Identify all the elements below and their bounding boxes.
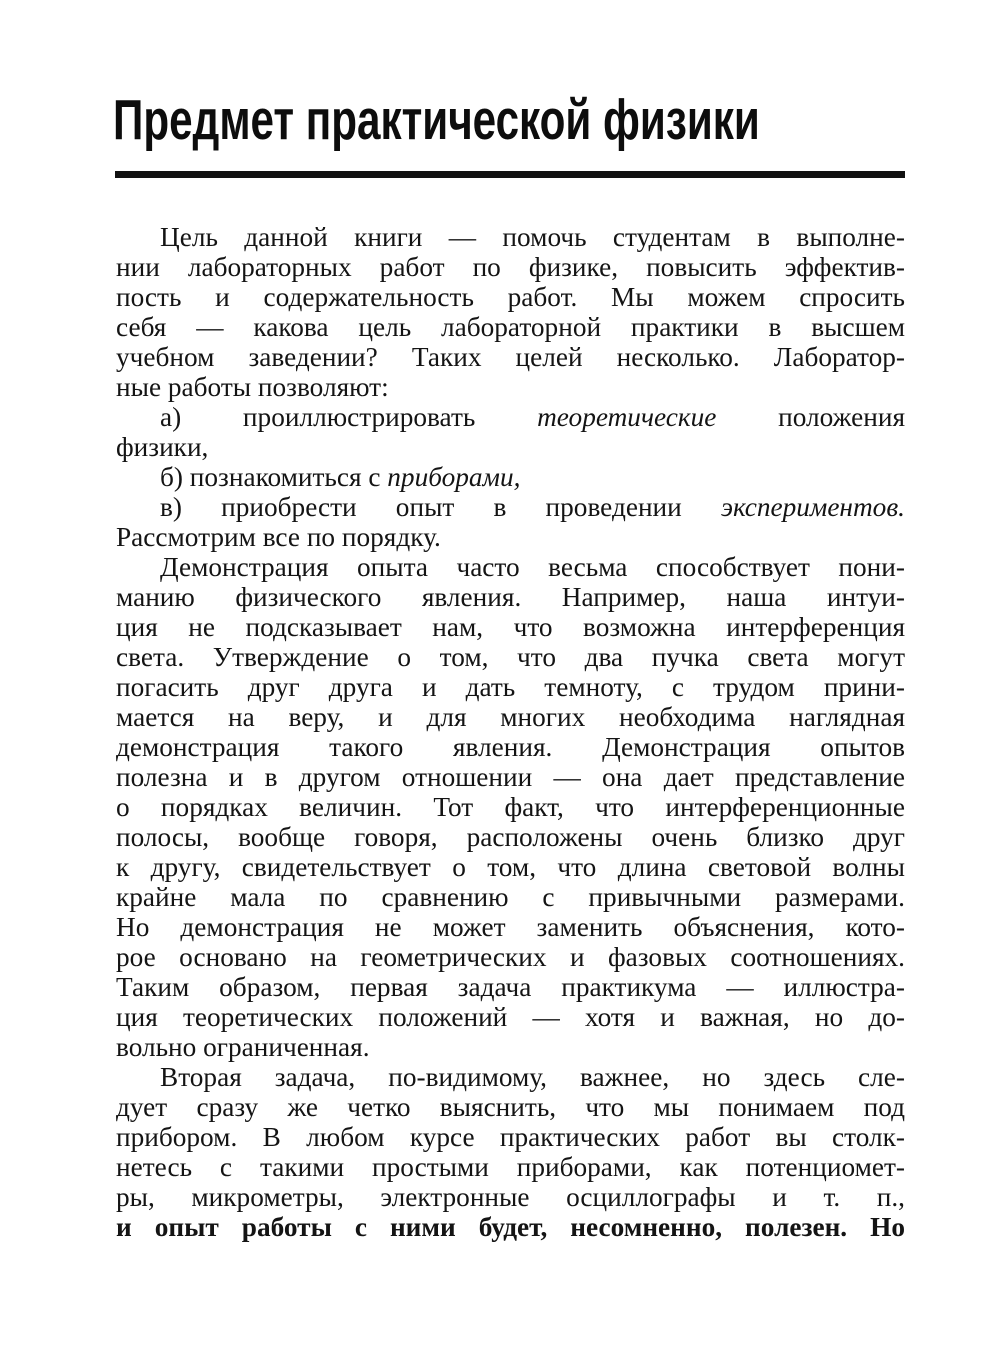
list-item-b bbox=[116, 462, 905, 492]
text-line: о порядках величин. Тот факт, что интерференционные bbox=[116, 792, 905, 822]
list-item-c-emphasis: экспериментов. bbox=[720, 492, 906, 522]
text-line: к другу, свидетельствует о том, что длина световой волны bbox=[116, 852, 905, 882]
text-line: демонстрация такого явления. Демонстрация опытов bbox=[116, 732, 905, 762]
list-item-a-emphasis: теоретические bbox=[537, 402, 717, 432]
text-line: крайне мала по сравнению с привычными размерами. bbox=[116, 882, 905, 912]
list-item-a-prefix: а) проиллюстрировать bbox=[160, 402, 476, 432]
text-line: ция не подсказывает нам, что возможна интерференция bbox=[116, 612, 905, 642]
title-rule bbox=[115, 171, 905, 178]
text-line: света. Утверждение о том, что два пучка света могут bbox=[116, 642, 905, 672]
text-line: рое основано на геометрических и фазовых соотношениях. bbox=[116, 942, 905, 972]
text-line: мается на веру, и для многих необходима наглядная bbox=[116, 702, 905, 732]
text-line: полезна и в другом отношении — она дает представление bbox=[116, 762, 905, 792]
list-conclusion: Рассмотрим все по порядку. bbox=[116, 522, 441, 552]
text-line: ные работы позволяют: bbox=[116, 372, 389, 402]
text-line: манию физического явления. Например, наша интуи- bbox=[116, 582, 905, 612]
list-item-c-prefix: в) приобрести опыт в проведении bbox=[160, 492, 682, 522]
text-line: ры, микрометры, электронные осциллографы и т. п., bbox=[116, 1182, 905, 1212]
text-line: Но демонстрация не может заменить объяснения, кото- bbox=[116, 912, 905, 942]
text-line: и опыт работы с ними будет, несомненно, полезен. Но bbox=[116, 1212, 905, 1242]
text-line: прибором. В любом курсе практических работ вы столк- bbox=[116, 1122, 905, 1152]
list-item-a-continuation: физики, bbox=[116, 432, 209, 462]
list-item-b-prefix: б) познакомиться с bbox=[160, 462, 381, 492]
text-line: Вторая задача, по-видимому, важнее, но здесь сле- bbox=[160, 1062, 905, 1092]
text-line: полосы, вообще говоря, расположены очень близко друг bbox=[116, 822, 905, 852]
text-line: дует сразу же четко выяснить, что мы понимаем под bbox=[116, 1092, 905, 1122]
text-line: себя — какова цель лабораторной практики в высшем bbox=[116, 312, 905, 342]
page-title: Предмет практической физики bbox=[113, 88, 760, 152]
text-line: погасить друг друга и дать темноту, с трудом прини- bbox=[116, 672, 905, 702]
list-item-c bbox=[116, 492, 905, 522]
list-item-b-emphasis: приборами, bbox=[387, 462, 521, 492]
text-line: учебном заведении? Таких целей несколько. Лаборатор- bbox=[116, 342, 905, 372]
text-line: Цель данной книги — помочь студентам в выполне- bbox=[160, 222, 905, 252]
list-item-a bbox=[116, 402, 905, 432]
text-line: нии лабораторных работ по физике, повысить эффектив- bbox=[116, 252, 905, 282]
text-line: ция теоретических положений — хотя и важная, но до- bbox=[116, 1002, 905, 1032]
text-line: пость и содержательность работ. Мы можем спросить bbox=[116, 282, 905, 312]
text-line: Таким образом, первая задача практикума — иллюстра- bbox=[116, 972, 905, 1002]
list-item-a-suffix: положения bbox=[778, 402, 905, 432]
body-text bbox=[116, 222, 905, 1242]
text-line: Демонстрация опыта часто весьма способствует пони- bbox=[160, 552, 905, 582]
text-line: нетесь с такими простыми приборами, как потенциомет- bbox=[116, 1152, 905, 1182]
text-line: вольно ограниченная. bbox=[116, 1032, 370, 1062]
